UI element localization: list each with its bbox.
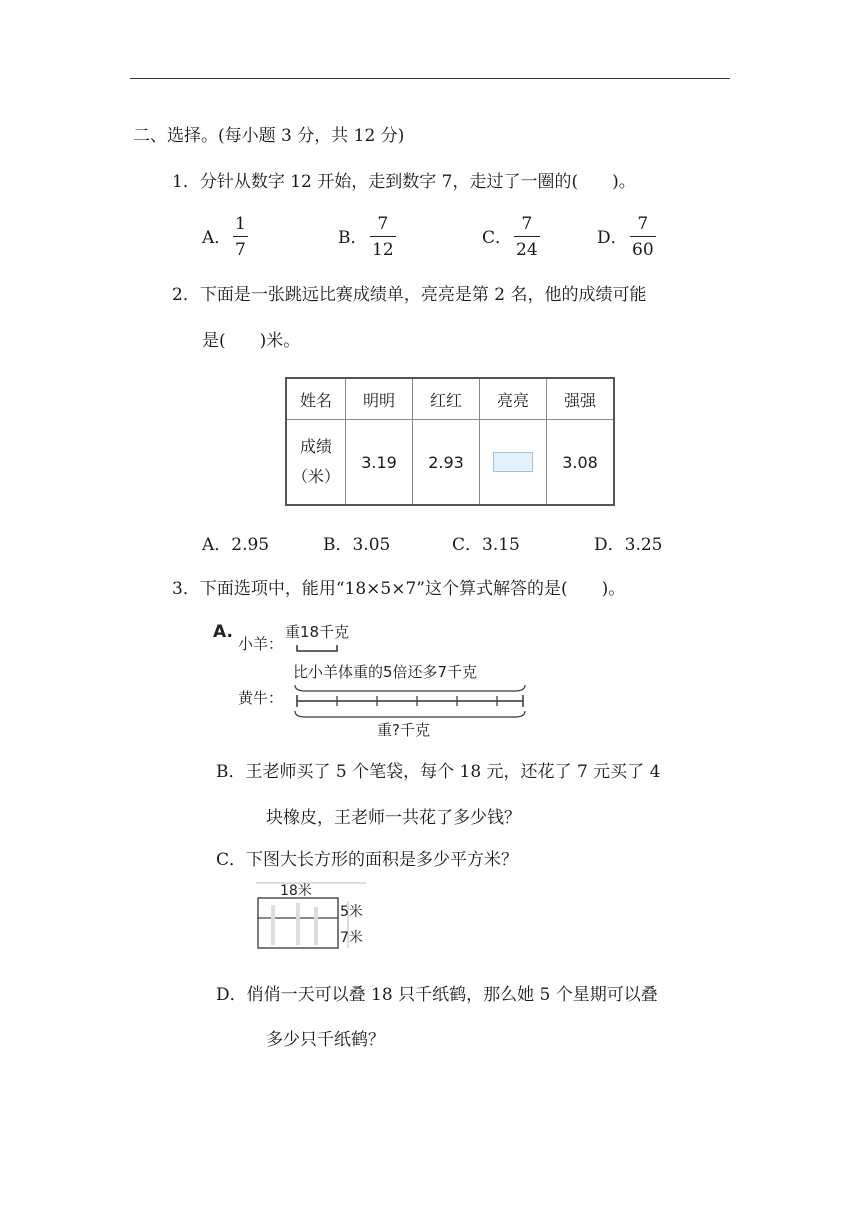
q1-text: 1．分针从数字 12 开始，走到数字 7，走过了一圈的( )。: [172, 172, 636, 192]
section-title: 二、选择。(每小题 3 分，共 12 分): [133, 126, 405, 146]
q3-c-height2-label: 7米: [340, 930, 363, 946]
q3-a-cow-label: 黄牛：: [238, 689, 284, 707]
cow-bottom-brace: [295, 711, 525, 717]
q3-option-c-text[interactable]: C．下图大长方形的面积是多少平方米？: [216, 850, 519, 870]
q3-c-width-label: 18米: [280, 883, 312, 899]
q3-a-sheep-label: 小羊：: [238, 635, 284, 653]
score-table-score-row: [286, 420, 614, 506]
q3-a-cow-desc: 比小羊体重的5倍还多7千克: [293, 663, 478, 681]
q3-option-c-diagram: [248, 875, 378, 955]
fraction-bar: [370, 236, 396, 237]
q1-c-denominator: 24: [516, 240, 538, 260]
q1-a-denominator: 7: [235, 240, 246, 260]
row-label-cell: [286, 420, 346, 506]
q3-option-a-diagram[interactable]: [205, 615, 540, 745]
fraction-bar: [233, 236, 248, 237]
header-cell-honghong: 红红: [413, 378, 480, 420]
q1-option-b-fraction: [370, 214, 396, 260]
q2-option-c[interactable]: C．3.15: [452, 535, 520, 555]
score-cell-mingming: 3.19: [346, 420, 413, 506]
q2-text-line1: 2．下面是一张跳远比赛成绩单，亮亮是第 2 名，他的成绩可能: [172, 285, 647, 305]
q1-option-c-label: C．: [482, 228, 513, 248]
q1-a-numerator: 1: [235, 214, 246, 234]
row-label-score: 成绩: [299, 437, 332, 456]
header-cell-qiangqiang: 强强: [547, 378, 615, 420]
row-label-unit: （米）: [291, 467, 340, 486]
q2-option-a[interactable]: A．2.95: [202, 535, 270, 555]
q1-option-d-fraction: [630, 214, 656, 260]
score-cell-qiangqiang: 3.08: [547, 420, 615, 506]
q1-option-b-label: B．: [338, 228, 368, 248]
q2-option-d[interactable]: D．3.25: [594, 535, 663, 555]
q3-a-cow-question: 重?千克: [377, 721, 430, 739]
header-rule: [130, 78, 730, 79]
header-cell-mingming: 明明: [346, 378, 413, 420]
sheep-bracket: [297, 645, 337, 651]
score-table-header-row: [286, 378, 614, 420]
q1-b-numerator: 7: [377, 214, 389, 234]
fraction-bar: [514, 236, 540, 237]
score-cell-liangliang: [480, 420, 547, 506]
fraction-bar: [630, 236, 656, 237]
q1-option-a-fraction: [233, 214, 248, 260]
score-table: [285, 377, 615, 506]
q3-c-height1-label: 5米: [340, 904, 363, 920]
q3-text: 3．下面选项中，能用“18×5×7”这个算式解答的是( )。: [172, 579, 626, 599]
blank-answer-box: [493, 452, 533, 472]
q3-option-b-line1[interactable]: B．王老师买了 5 个笔袋，每个 18 元，还花了 7 元买了 4: [216, 762, 661, 782]
q3-a-sheep-weight: 重18千克: [285, 623, 350, 641]
q1-d-numerator: 7: [637, 214, 649, 234]
q1-d-denominator: 60: [632, 240, 654, 260]
q2-text-line2: 是( )米。: [202, 331, 301, 351]
q3-option-d-line2: 多少只千纸鹤？: [266, 1030, 385, 1050]
q2-option-b[interactable]: B．3.05: [323, 535, 391, 555]
q3-option-b-line2: 块橡皮，王老师一共花了多少钱？: [266, 808, 521, 828]
header-cell-name: 姓名: [286, 378, 346, 420]
q1-option-a-label: A．: [202, 228, 232, 248]
q3-a-label: A.: [213, 622, 233, 642]
cow-top-brace: [295, 685, 525, 691]
q1-option-c-fraction: [514, 214, 540, 260]
header-cell-liangliang: 亮亮: [480, 378, 547, 420]
score-cell-honghong: 2.93: [413, 420, 480, 506]
q1-c-numerator: 7: [521, 214, 533, 234]
q1-option-d-label: D．: [597, 228, 628, 248]
q3-option-d-line1[interactable]: D．俏俏一天可以叠 18 只千纸鹤，那么她 5 个星期可以叠: [216, 985, 658, 1005]
q1-b-denominator: 12: [372, 240, 394, 260]
